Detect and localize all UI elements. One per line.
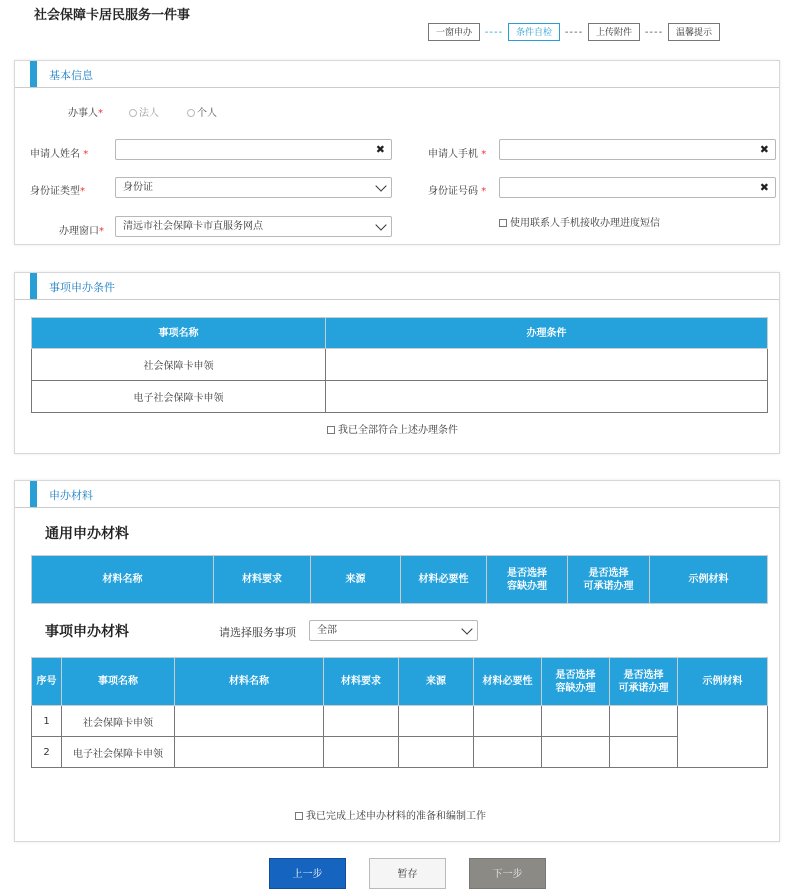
- table-cell: [542, 737, 610, 768]
- table-cell: 电子社会保障卡申领: [32, 381, 326, 413]
- table-cell: [474, 737, 542, 768]
- conditions-confirm-checkbox[interactable]: [327, 421, 458, 436]
- table-cell: [326, 349, 768, 381]
- panel-title: 事项申办条件: [49, 281, 115, 294]
- column-header: 材料名称: [175, 658, 324, 706]
- table-cell: [399, 706, 474, 737]
- radio-individual[interactable]: [187, 104, 217, 119]
- column-header: 来源: [311, 556, 401, 604]
- column-header: 是否选择 可承诺办理: [568, 556, 650, 604]
- table-header-row: [32, 556, 768, 604]
- table-cell: 1: [32, 706, 62, 737]
- panel-accent-bar: [30, 273, 37, 299]
- save-draft-button[interactable]: 暂存: [369, 858, 446, 889]
- materials-confirm-label: 我已完成上述申办材料的准备和编制工作: [306, 811, 486, 822]
- required-mark: *: [481, 149, 487, 160]
- panel-title: 基本信息: [49, 69, 93, 82]
- checkbox-box[interactable]: [295, 812, 303, 820]
- conditions-table: [31, 317, 768, 413]
- chevron-down-icon: [375, 219, 386, 230]
- checkbox-box[interactable]: [499, 219, 507, 227]
- phone-label: [428, 145, 486, 160]
- table-cell: [610, 706, 678, 737]
- panel-accent-bar: [30, 61, 37, 87]
- step-connector: ----: [564, 26, 584, 38]
- required-mark: *: [481, 186, 487, 197]
- chevron-down-icon: [375, 180, 386, 191]
- table-cell: 电子社会保障卡申领: [62, 737, 175, 768]
- table-cell: 社会保障卡申领: [62, 706, 175, 737]
- applicant-name-input[interactable]: [115, 139, 392, 160]
- next-step-button[interactable]: 下一步: [469, 858, 546, 889]
- id-number-label-text: 身份证号码: [428, 186, 478, 197]
- column-header: 事项名称: [32, 318, 326, 349]
- conditions-panel: [14, 272, 780, 454]
- column-header: 是否选择 容缺办理: [487, 556, 568, 604]
- service-item-value: 全部: [317, 625, 337, 636]
- table-cell: [678, 706, 768, 768]
- column-header: 示例材料: [678, 658, 768, 706]
- required-mark: *: [83, 149, 89, 160]
- service-window-value: 清远市社会保障卡市直服务网点: [123, 221, 263, 232]
- clear-icon[interactable]: ✖: [759, 143, 769, 156]
- panel-title: 申办材料: [49, 489, 93, 502]
- table-cell: [474, 706, 542, 737]
- id-type-select[interactable]: [115, 177, 392, 198]
- step-upload[interactable]: 上传附件: [588, 23, 640, 41]
- select-service-label: 请选择服务事项: [219, 626, 296, 639]
- column-header: 材料必要性: [474, 658, 542, 706]
- sms-checkbox-label: 使用联系人手机接收办理进度短信: [510, 218, 660, 229]
- service-item-select[interactable]: [309, 620, 478, 641]
- column-header: 材料必要性: [401, 556, 487, 604]
- radio-circle[interactable]: [187, 109, 195, 117]
- window-label-text: 办理窗口: [59, 226, 99, 237]
- column-header: 来源: [399, 658, 474, 706]
- column-header: 示例材料: [650, 556, 768, 604]
- id-type-value: 身份证: [123, 182, 153, 193]
- table-cell: [324, 737, 399, 768]
- required-mark: *: [98, 108, 103, 119]
- item-materials-table: [31, 657, 768, 768]
- table-row: [32, 706, 768, 737]
- conditions-confirm-label: 我已全部符合上述办理条件: [338, 425, 458, 436]
- table-row: [32, 381, 768, 413]
- panel-header: [15, 273, 779, 300]
- panel-header: [15, 481, 779, 508]
- panel-accent-bar: [30, 481, 37, 507]
- panel-header: [15, 61, 779, 88]
- materials-panel: [14, 480, 780, 842]
- name-label: [30, 145, 88, 160]
- table-cell: [324, 706, 399, 737]
- step-tips[interactable]: 温馨提示: [668, 23, 720, 41]
- radio-label: 个人: [197, 108, 217, 119]
- phone-label-text: 申请人手机: [428, 149, 478, 160]
- table-cell: [175, 706, 324, 737]
- column-header: 是否选择 容缺办理: [542, 658, 610, 706]
- step-connector: ----: [644, 26, 664, 38]
- basic-info-panel: [14, 60, 780, 245]
- table-cell: [326, 381, 768, 413]
- table-cell: [399, 737, 474, 768]
- column-header: 材料名称: [32, 556, 214, 604]
- applicant-type-label-text: 办事人: [68, 108, 98, 119]
- column-header: 办理条件: [326, 318, 768, 349]
- step-self-check[interactable]: 条件自检: [508, 23, 560, 41]
- service-window-select[interactable]: [115, 216, 392, 237]
- radio-label: 法人: [139, 108, 159, 119]
- radio-legal-person[interactable]: [129, 104, 159, 119]
- column-header: 事项名称: [62, 658, 175, 706]
- general-materials-title: 通用申办材料: [45, 526, 129, 542]
- clear-icon[interactable]: ✖: [759, 181, 769, 194]
- table-cell: 2: [32, 737, 62, 768]
- checkbox-box[interactable]: [327, 426, 335, 434]
- column-header: 序号: [32, 658, 62, 706]
- table-header-row: [32, 318, 768, 349]
- applicant-type-label: [68, 104, 103, 119]
- table-header-row: [32, 658, 768, 706]
- table-cell: [542, 706, 610, 737]
- required-mark: *: [80, 186, 85, 197]
- column-header: 材料要求: [214, 556, 311, 604]
- step-apply[interactable]: 一窗申办: [428, 23, 480, 41]
- item-materials-title: 事项申办材料: [45, 624, 129, 640]
- window-label: [59, 222, 104, 237]
- sms-checkbox[interactable]: [499, 214, 660, 229]
- table-row: [32, 737, 768, 768]
- column-header: 是否选择 可承诺办理: [610, 658, 678, 706]
- prev-step-button[interactable]: 上一步: [269, 858, 346, 889]
- column-header: 材料要求: [324, 658, 399, 706]
- id-number-label: [428, 182, 486, 197]
- radio-circle[interactable]: [129, 109, 137, 117]
- id-type-label: [30, 182, 85, 197]
- id-number-input[interactable]: [499, 177, 776, 198]
- table-cell: [175, 737, 324, 768]
- name-label-text: 申请人姓名: [30, 149, 80, 160]
- chevron-down-icon: [461, 623, 472, 634]
- clear-icon[interactable]: ✖: [375, 143, 385, 156]
- page-title: 社会保障卡居民服务一件事: [34, 8, 191, 23]
- materials-confirm-checkbox[interactable]: [295, 807, 486, 822]
- table-cell: [610, 737, 678, 768]
- applicant-phone-input[interactable]: [499, 139, 776, 160]
- id-type-label-text: 身份证类型: [30, 186, 80, 197]
- step-connector: ----: [484, 26, 504, 38]
- table-cell: 社会保障卡申领: [32, 349, 326, 381]
- required-mark: *: [99, 226, 104, 237]
- table-row: [32, 349, 768, 381]
- general-materials-table: [31, 555, 768, 604]
- step-progress: [428, 22, 720, 42]
